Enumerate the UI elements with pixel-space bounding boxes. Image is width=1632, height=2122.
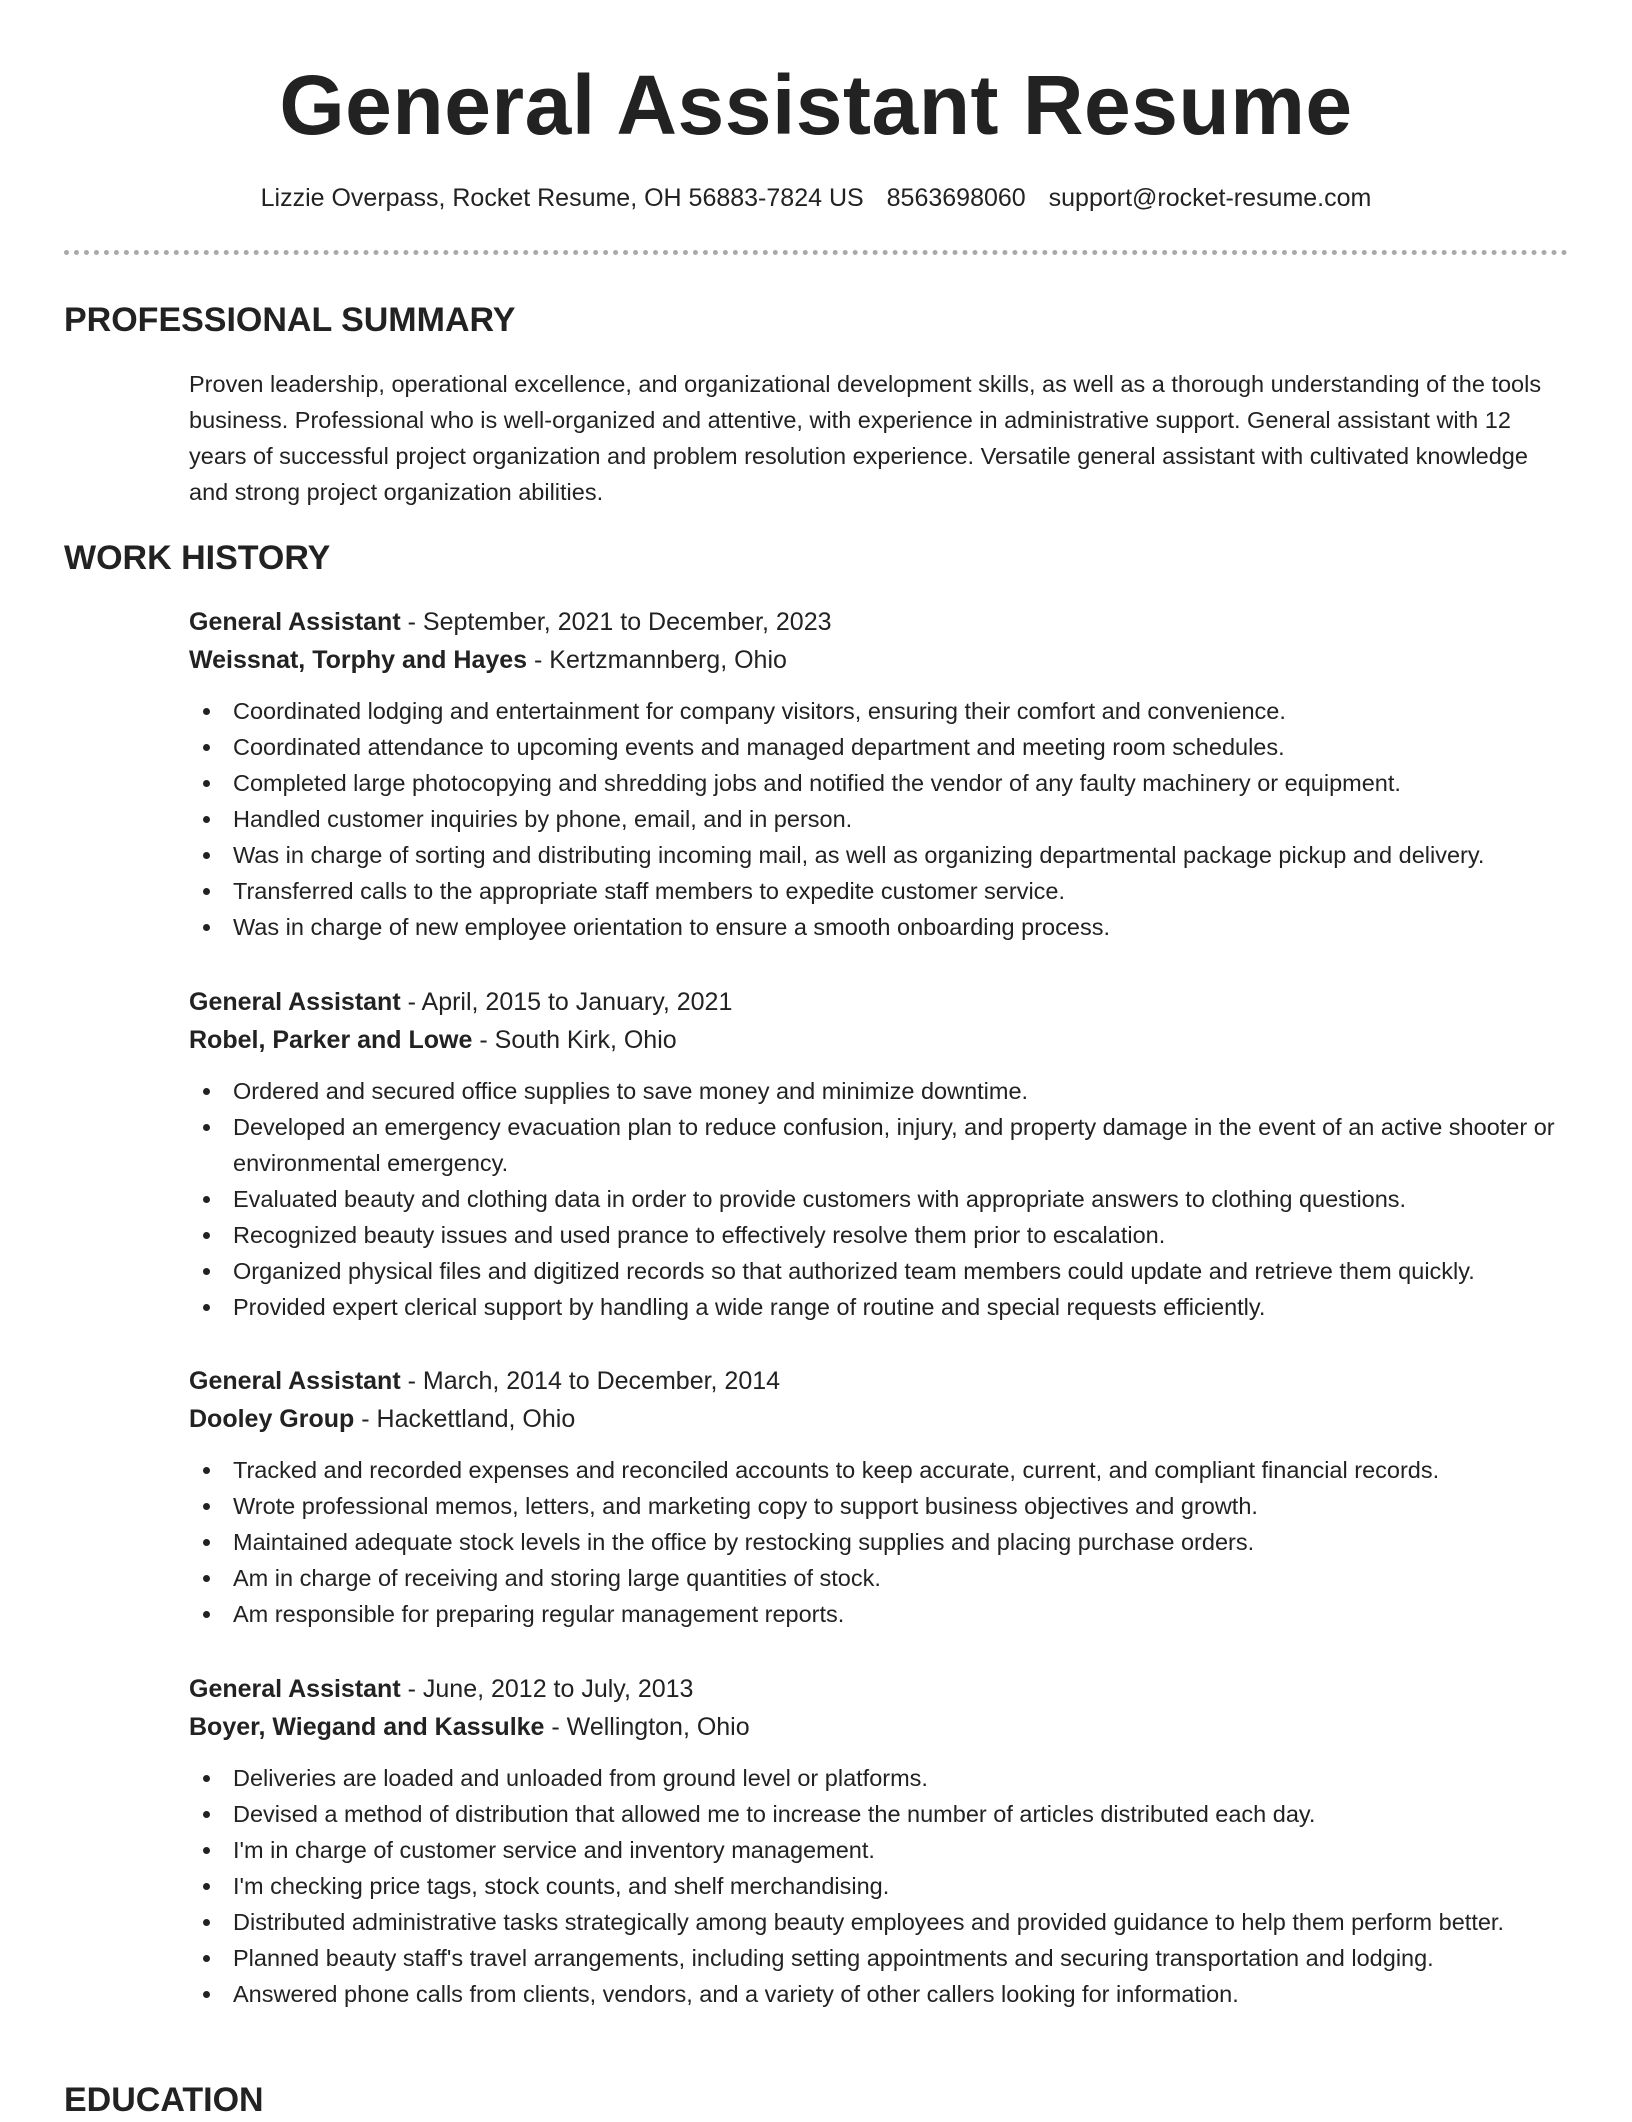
job-title: General Assistant <box>189 1367 401 1395</box>
job-title: General Assistant <box>189 1675 401 1703</box>
job-company: Weissnat, Torphy and Hayes <box>189 646 528 674</box>
job-company-line <box>189 1021 1569 1059</box>
job-dates: June, 2012 to July, 2013 <box>422 1675 694 1703</box>
job-dates: September, 2021 to December, 2023 <box>422 608 832 636</box>
resume-title: General Assistant Resume <box>279 58 1353 152</box>
contact-email: support@rocket-resume.com <box>1048 184 1372 212</box>
job-company: Dooley Group <box>189 1405 355 1433</box>
job-bullet-list <box>189 1760 1569 2012</box>
job-separator: - <box>400 988 422 1016</box>
job-separator: - <box>472 1026 495 1054</box>
job-bullet: Deliveries are loaded and unloaded from ground level or platforms. <box>189 1760 1569 1796</box>
contact-phone: 8563698060 <box>886 184 1026 212</box>
job-bullet: I'm in charge of customer service and inventory management. <box>189 1832 1569 1868</box>
job-company: Boyer, Wiegand and Kassulke <box>189 1713 545 1741</box>
job-bullet: Distributed administrative tasks strategically among beauty employees and provided guidance to help them perform better. <box>189 1904 1569 1940</box>
job-title: General Assistant <box>189 988 401 1016</box>
job-separator: - <box>400 1675 423 1703</box>
job-bullet: Handled customer inquiries by phone, email, and in person. <box>189 801 1569 837</box>
job-title-line <box>189 1670 1569 1708</box>
job-company: Robel, Parker and Lowe <box>189 1026 473 1054</box>
job-entry <box>189 983 1569 1325</box>
job-entry <box>189 603 1569 945</box>
job-bullet: Recognized beauty issues and used prance to effectively resolve them prior to escalation. <box>189 1217 1569 1253</box>
job-bullet: Coordinated lodging and entertainment for company visitors, ensuring their comfort and convenience. <box>189 693 1569 729</box>
job-title-line <box>189 603 1569 641</box>
job-title-line <box>189 983 1569 1021</box>
header-divider <box>64 250 1568 255</box>
job-title-line <box>189 1362 1569 1400</box>
job-bullet-list <box>189 1073 1569 1325</box>
job-separator: - <box>400 608 423 636</box>
contact-address: Lizzie Overpass, Rocket Resume, OH 56883-7824 US <box>260 184 864 212</box>
summary-text: Proven leadership, operational excellence, and organizational development skills, as well as a thorough understanding of the tools business. Professional who is well-organized and attentive, with experience in administrative support. General assistant with 12 years of successful project organization and problem resolution experience. Versatile general assistant with cultivated knowledge and strong project organization abilities. <box>189 371 1542 505</box>
job-entry <box>189 1670 1569 2012</box>
job-dates: March, 2014 to December, 2014 <box>422 1367 781 1395</box>
job-company-line <box>189 1400 1569 1438</box>
contact-line <box>0 180 1632 216</box>
job-bullet: Devised a method of distribution that allowed me to increase the number of articles distributed each day. <box>189 1796 1569 1832</box>
job-location: Wellington, Ohio <box>566 1713 750 1741</box>
job-title: General Assistant <box>189 608 401 636</box>
job-bullet: Evaluated beauty and clothing data in order to provide customers with appropriate answers to clothing questions. <box>189 1181 1569 1217</box>
job-bullet: Developed an emergency evacuation plan to reduce confusion, injury, and property damage in the event of an active shooter or environmental emergency. <box>189 1109 1569 1181</box>
job-bullet: Coordinated attendance to upcoming events and managed department and meeting room schedules. <box>189 729 1569 765</box>
job-bullet: Am responsible for preparing regular management reports. <box>189 1596 1569 1632</box>
job-bullet: Organized physical files and digitized records so that authorized team members could update and retrieve them quickly. <box>189 1253 1569 1289</box>
job-bullet: I'm checking price tags, stock counts, and shelf merchandising. <box>189 1868 1569 1904</box>
job-location: Hackettland, Ohio <box>376 1405 576 1433</box>
job-company-line <box>189 641 1569 679</box>
job-separator: - <box>400 1367 423 1395</box>
job-bullet: Planned beauty staff's travel arrangements, including setting appointments and securing transportation and lodging. <box>189 1940 1569 1976</box>
job-bullet: Completed large photocopying and shredding jobs and notified the vendor of any faulty machinery or equipment. <box>189 765 1569 801</box>
education-heading: EDUCATION <box>64 2081 264 2119</box>
job-bullet: Was in charge of sorting and distributing incoming mail, as well as organizing departmental package pickup and delivery. <box>189 837 1569 873</box>
summary-heading: PROFESSIONAL SUMMARY <box>64 301 516 339</box>
job-separator: - <box>354 1405 377 1433</box>
job-bullet: Transferred calls to the appropriate staff members to expedite customer service. <box>189 873 1569 909</box>
job-bullet: Provided expert clerical support by handling a wide range of routine and special requests efficiently. <box>189 1289 1569 1325</box>
job-location: Kertzmannberg, Ohio <box>549 646 787 674</box>
job-location: South Kirk, Ohio <box>494 1026 677 1054</box>
job-bullet-list <box>189 1452 1569 1632</box>
job-bullet: Tracked and recorded expenses and reconciled accounts to keep accurate, current, and compliant financial records. <box>189 1452 1569 1488</box>
job-separator: - <box>544 1713 567 1741</box>
job-bullet: Was in charge of new employee orientation to ensure a smooth onboarding process. <box>189 909 1569 945</box>
job-bullet: Maintained adequate stock levels in the office by restocking supplies and placing purchase orders. <box>189 1524 1569 1560</box>
job-bullet: Answered phone calls from clients, vendors, and a variety of other callers looking for information. <box>189 1976 1569 2012</box>
job-dates: April, 2015 to January, 2021 <box>421 988 733 1016</box>
job-bullet-list <box>189 693 1569 945</box>
job-separator: - <box>527 646 550 674</box>
job-bullet: Ordered and secured office supplies to save money and minimize downtime. <box>189 1073 1569 1109</box>
job-entry <box>189 1362 1569 1632</box>
work-history-heading: WORK HISTORY <box>64 539 331 577</box>
job-company-line <box>189 1708 1569 1746</box>
job-bullet: Wrote professional memos, letters, and marketing copy to support business objectives and growth. <box>189 1488 1569 1524</box>
job-bullet: Am in charge of receiving and storing large quantities of stock. <box>189 1560 1569 1596</box>
